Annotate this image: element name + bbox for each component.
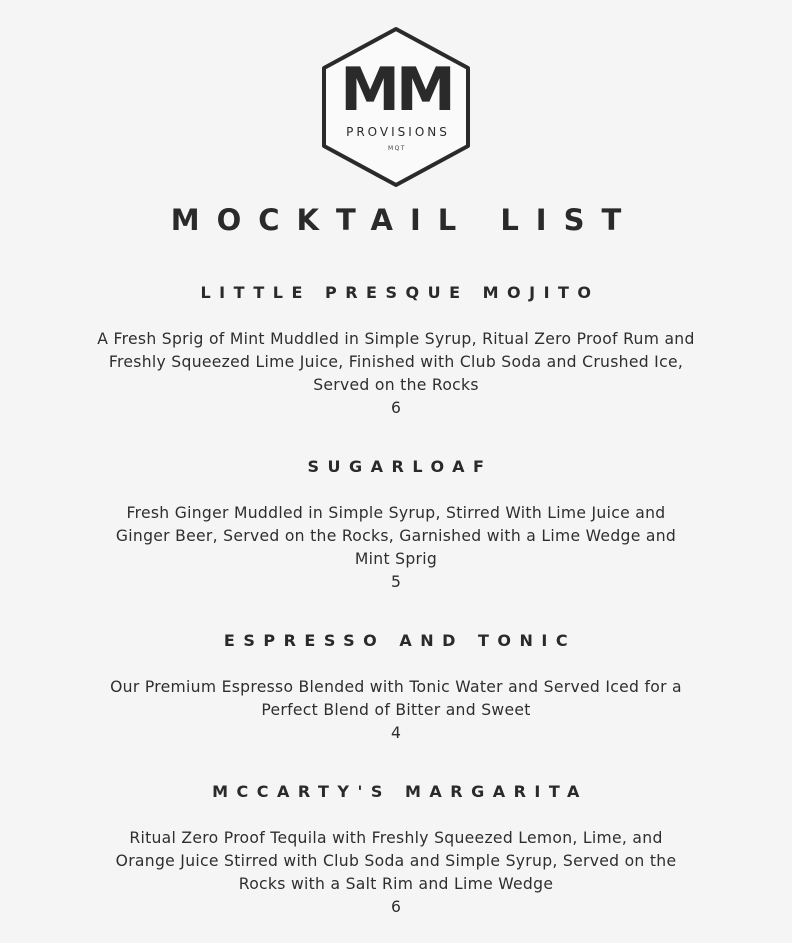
item-description [0,328,792,397]
item-price: 6 [391,399,401,417]
item-description [0,827,792,896]
item-name: SUGARLOAF [307,457,493,476]
desc-line: Freshly Squeezed Lime Juice, Finished with Club Soda and Crushed Ice, [108,353,684,371]
item-name: LITTLE PRESQUE MOJITO [200,283,600,302]
menu-item [0,283,792,420]
item-price: 5 [391,573,401,591]
desc-line: A Fresh Sprig of Mint Muddled in Simple Syrup, Ritual Zero Proof Rum and [97,330,695,348]
mm-provisions-logo [320,26,472,188]
menu-item [0,631,792,745]
desc-line: Our Premium Espresso Blended with Tonic Water and Served Iced for a [110,678,682,696]
desc-line: Rocks with a Salt Rim and Lime Wedge [238,875,554,893]
item-name: MCCARTY'S MARGARITA [212,782,588,801]
item-price: 6 [391,898,401,916]
page-title: MOCKTAIL LIST [170,203,639,237]
item-description [0,502,792,571]
desc-line: Mint Sprig [354,550,438,568]
desc-line: Served on the Rocks [313,376,479,394]
desc-line: Fresh Ginger Muddled in Simple Syrup, Stirred With Lime Juice and [126,504,666,522]
item-name: ESPRESSO AND TONIC [223,631,577,650]
menu-item [0,457,792,594]
desc-line: Perfect Blend of Bitter and Sweet [261,701,531,719]
desc-line: Ritual Zero Proof Tequila with Freshly Squeezed Lemon, Lime, and [129,829,663,847]
menu-item [0,782,792,919]
desc-line: Orange Juice Stirred with Club Soda and Simple Syrup, Served on the [115,852,677,870]
item-description [0,676,792,722]
logo-sub: MQT [387,145,407,152]
item-price: 4 [391,724,401,742]
logo-monogram: MM [340,55,452,125]
desc-line: Ginger Beer, Served on the Rocks, Garnished with a Lime Wedge and [115,527,677,545]
logo-name: PROVISIONS [346,125,450,139]
